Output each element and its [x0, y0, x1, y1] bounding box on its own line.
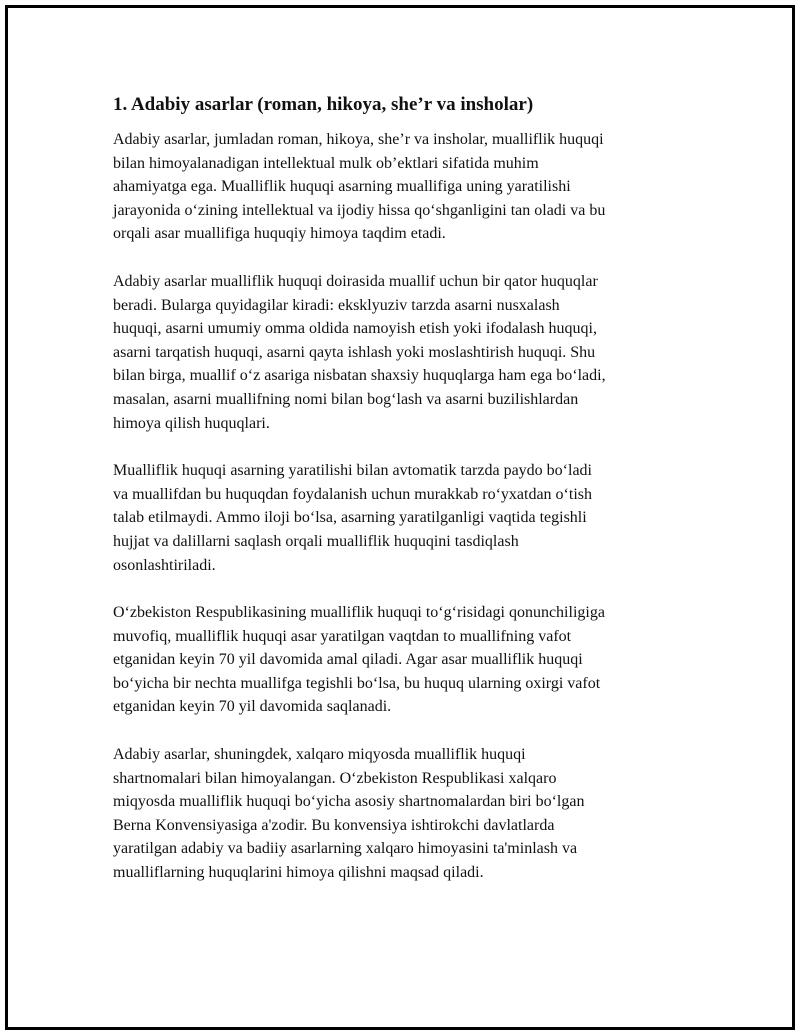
document-body	[113, 92, 693, 909]
paragraph-3: Mualliflik huquqi asarning yaratilishi bilan avtomatik tarzda paydo bo‘ladi va muallifdan bu huquqdan foydalanish uchun murakkab ro‘yxatdan o‘tish talab etilmaydi. Ammo iloji bo‘lsa, asarning yaratilganligi vaqtida tegishli hujjat va dalillarni saqlash orqali mualliflik huquqini tasdiqlash osonlashtiriladi.	[113, 462, 592, 574]
paragraph-5: Adabiy asarlar, shuningdek, xalqaro miqyosda mualliflik huquqi shartnomalari bilan himoyalangan. O‘zbekiston Respublikasi xalqaro miqyosda mualliflik huquqi bo‘yicha asosiy shartnomalardan biri bo‘lgan Berna Konvensiyasiga a'zodir. Bu konvensiya ishtirokchi davlatlarda yaratilgan adabiy va badiiy asarlarning xalqaro himoyasini ta'minlash va mualliflarning huquqlarini himoya qilishni maqsad qiladi.	[113, 746, 585, 882]
paragraph-2: Adabiy asarlar mualliflik huquqi doirasida muallif uchun bir qator huquqlar beradi. Bularga quyidagilar kiradi: eksklyuziv tarzda asarni nusxalash huquqi, asarni umumiy omma oldida namoyish etish yoki ifodalash huquqi, asarni tarqatish huquqi, asarni qayta ishlash yoki moslashtirish huquqi. Shu bilan birga, muallif o‘z asariga nisbatan shaxsiy huquqlarga ham ega bo‘ladi, masalan, asarni muallifning nomi bilan bog‘lash va asarni buzilishlardan himoya qilish huquqlari.	[113, 272, 606, 432]
paragraph-1: Adabiy asarlar, jumladan roman, hikoya, she’r va insholar, mualliflik huquqi bilan himoyalanadigan intellektual mulk ob’ektlari sifatida muhim ahamiyatga ega. Mualliflik huquqi asarning muallifiga uning yaratilishi jarayonida o‘zining intellektual va ijodiy hissa qo‘shganligini tan oladi va bu orqali asar muallifiga huquqiy himoya taqdim etadi.	[113, 131, 606, 243]
section-heading: 1. Adabiy asarlar (roman, hikoya, she’r va insholar)	[113, 94, 534, 115]
paragraph-4: O‘zbekiston Respublikasining mualliflik huquqi to‘g‘risidagi qonunchiligiga muvofiq, mualliflik huquqi asar yaratilgan vaqtdan to muallifning vafot etganidan keyin 70 yil davomida amal qiladi. Agar asar mualliflik huquqi bo‘yicha bir nechta muallifga tegishli bo‘lsa, bu huquq ularning oxirgi vafot etganidan keyin 70 yil davomida saqlanadi.	[113, 604, 605, 716]
